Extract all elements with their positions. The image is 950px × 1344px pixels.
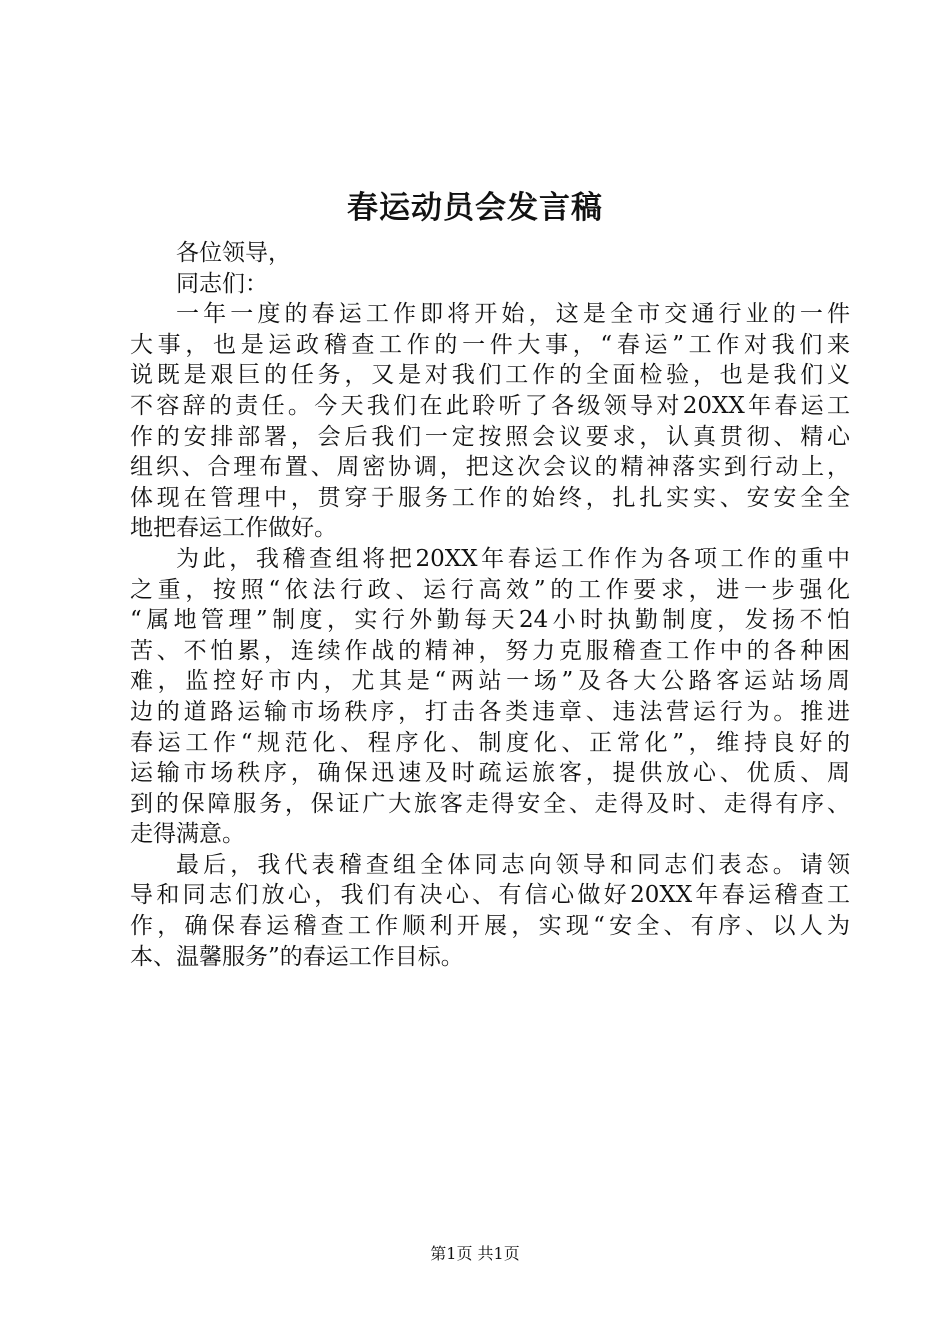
salutation-comrades: 同志们： xyxy=(176,270,268,297)
paragraph-line: 最后，我代表稽查组全体同志向领导和同志们表态。请领 xyxy=(176,851,850,878)
paragraph-line: 作，确保春运稽查工作顺利开展，实现“安全、有序、以人为 xyxy=(130,913,850,940)
paragraph-line: 本、温馨服务”的春运工作目标。 xyxy=(130,943,464,970)
paragraph-line: 一年一度的春运工作即将开始，这是全市交通行业的一件 xyxy=(176,301,850,328)
paragraph-line: 边的道路运输市场秩序，打击各类违章、违法营运行为。推进 xyxy=(130,698,850,725)
document-body xyxy=(130,238,850,972)
paragraph-line: 到的保障服务，保证广大旅客走得安全、走得及时、走得有序、 xyxy=(130,790,850,817)
paragraph-line: 难，监控好市内，尤其是“两站一场”及各大公路客运站场周 xyxy=(130,668,850,695)
paragraph-line: 走得满意。 xyxy=(130,821,245,848)
paragraph-line: 地把春运工作做好。 xyxy=(130,515,337,542)
paragraph-line: 之重，按照“依法行政、运行高效”的工作要求，进一步强化 xyxy=(130,576,850,603)
paragraph-line: “属地管理”制度，实行外勤每天24小时执勤制度，发扬不怕 xyxy=(130,607,850,634)
paragraph-line: 体现在管理中，贯穿于服务工作的始终，扎扎实实、安安全全 xyxy=(130,484,850,511)
paragraph-line: 运输市场秩序，确保迅速及时疏运旅客，提供放心、优质、周 xyxy=(130,760,850,787)
paragraph-line: 说既是艰巨的任务，又是对我们工作的全面检验，也是我们义 xyxy=(130,362,850,389)
paragraph-2 xyxy=(130,544,850,850)
paragraph-line: 不容辞的责任。今天我们在此聆听了各级领导对20XX年春运工 xyxy=(130,392,850,419)
paragraph-line: 组织、合理布置、周密协调，把这次会议的精神落实到行动上， xyxy=(130,454,850,481)
paragraph-line: 导和同志们放心，我们有决心、有信心做好20XX年春运稽查工 xyxy=(130,882,850,909)
paragraph-line: 大事，也是运政稽查工作的一件大事，“春运”工作对我们来 xyxy=(130,331,850,358)
page-footer: 第1页 共1页 xyxy=(430,1244,520,1263)
paragraph-3 xyxy=(130,850,850,972)
paragraph-line: 作的安排部署，会后我们一定按照会议要求，认真贯彻、精心 xyxy=(130,423,850,450)
document-title: 春运动员会发言稿 xyxy=(347,190,603,226)
paragraph-line: 为此，我稽查组将把20XX年春运工作作为各项工作的重中 xyxy=(176,545,850,572)
salutation-leaders: 各位领导， xyxy=(176,240,291,266)
paragraph-line: 苦、不怕累，连续作战的精神，努力克服稽查工作中的各种困 xyxy=(130,637,850,664)
paragraph-line: 春运工作“规范化、程序化、制度化、正常化”，维持良好的 xyxy=(130,729,850,756)
paragraph-1 xyxy=(130,299,850,544)
